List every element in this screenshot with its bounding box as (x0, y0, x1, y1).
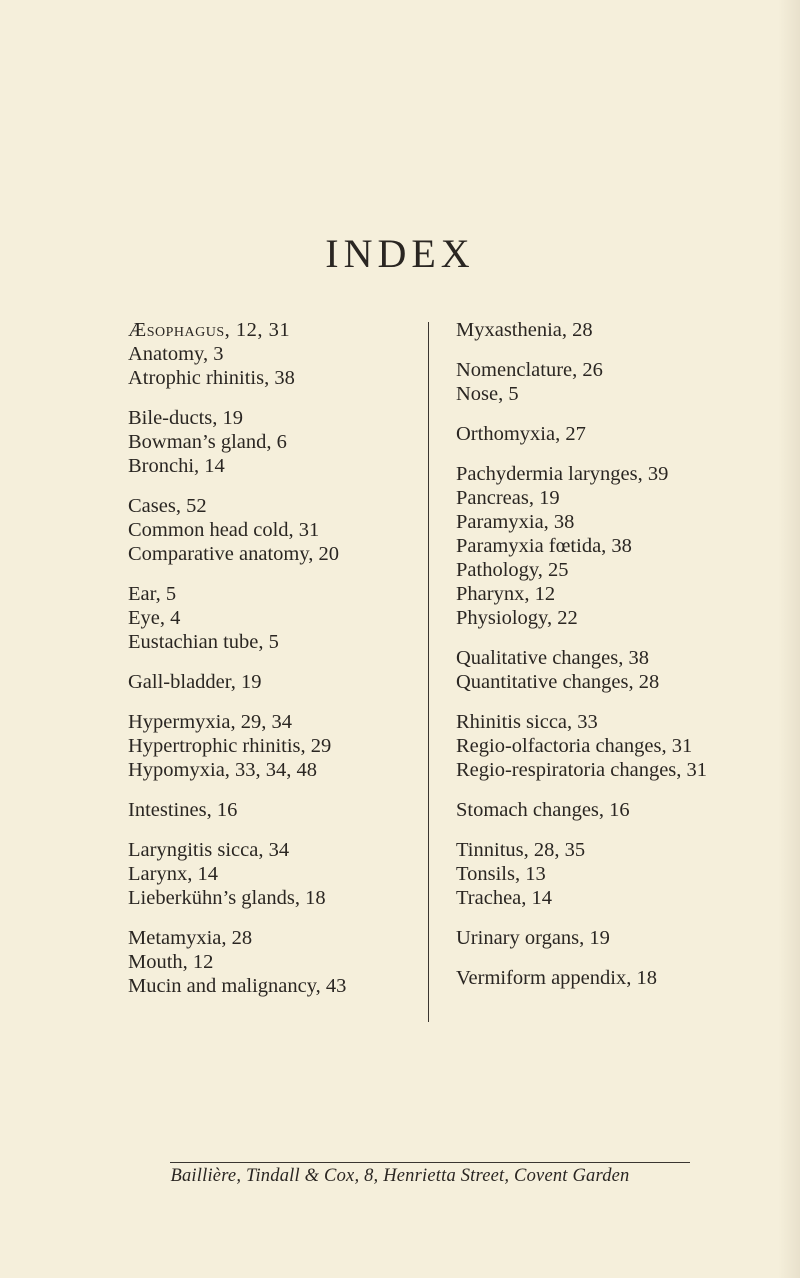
publisher-imprint: Baillière, Tindall & Cox, 8, Henrietta Street, Covent Garden (170, 1166, 630, 1186)
index-entry: Cases, 52 (128, 495, 207, 517)
index-entry: Stomach changes, 16 (456, 799, 630, 821)
index-entry: Nomenclature, 26 (456, 359, 603, 381)
index-entry: Atrophic rhinitis, 38 (128, 367, 295, 389)
index-entry: Eye, 4 (128, 607, 181, 629)
index-entry: Hypermyxia, 29, 34 (128, 711, 292, 733)
index-entry: Bronchi, 14 (128, 455, 225, 477)
index-entry: Lieberkühn’s glands, 18 (128, 887, 326, 909)
index-entry: Æsophagus, 12, 31 (128, 319, 291, 341)
index-entry: Quantitative changes, 28 (456, 671, 660, 693)
page-title: INDEX (325, 231, 475, 276)
index-letter-group (456, 462, 786, 630)
index-letter-group (456, 798, 786, 822)
index-entry: Common head cold, 31 (128, 519, 320, 541)
index-entry: Mouth, 12 (128, 951, 214, 973)
index-entry: Hypomyxia, 33, 34, 48 (128, 759, 318, 781)
index-entry: Metamyxia, 28 (128, 927, 253, 949)
index-letter-group (456, 710, 786, 782)
index-entry: Paramyxia fœtida, 38 (456, 535, 632, 557)
index-entry: Vermiform appendix, 18 (456, 967, 657, 989)
index-entry: Comparative anatomy, 20 (128, 543, 340, 565)
index-entry: Pharynx, 12 (456, 583, 556, 605)
index-letter-group (128, 318, 420, 390)
index-letter-group (128, 494, 420, 566)
index-letter-group (456, 838, 786, 910)
index-letter-group (456, 646, 786, 694)
index-letter-group (128, 670, 420, 694)
index-entry: Intestines, 16 (128, 799, 238, 821)
index-entry: Orthomyxia, 27 (456, 423, 586, 445)
index-entry: Ear, 5 (128, 583, 177, 605)
index-entry: Laryngitis sicca, 34 (128, 839, 290, 861)
index-entry: Pachydermia larynges, 39 (456, 463, 669, 485)
index-entry: Paramyxia, 38 (456, 511, 575, 533)
index-entry: Tinnitus, 28, 35 (456, 839, 586, 861)
index-letter-group (128, 926, 420, 998)
index-entry: Physiology, 22 (456, 607, 578, 629)
index-entry: Regio-respiratoria changes, 31 (456, 759, 708, 781)
index-entry: Trachea, 14 (456, 887, 553, 909)
index-entry: Gall-bladder, 19 (128, 671, 262, 693)
index-entry: Tonsils, 13 (456, 863, 546, 885)
index-letter-group (456, 422, 786, 446)
index-entry: Myxasthenia, 28 (456, 319, 593, 341)
index-entry: Bile-ducts, 19 (128, 407, 244, 429)
index-entry: Larynx, 14 (128, 863, 218, 885)
index-entry: Eustachian tube, 5 (128, 631, 279, 653)
index-letter-group (456, 926, 786, 950)
index-letter-group (128, 798, 420, 822)
index-letter-group (128, 582, 420, 654)
index-letter-group (128, 406, 420, 478)
index-entry: Bowman’s gland, 6 (128, 431, 287, 453)
column-divider (428, 322, 429, 1022)
imprint-rule (170, 1162, 690, 1163)
index-column-left (128, 318, 420, 998)
index-entry: Rhinitis sicca, 33 (456, 711, 598, 733)
index-column-right (456, 318, 786, 990)
index-letter-group (128, 710, 420, 782)
index-letter-group (128, 838, 420, 910)
index-entry: Mucin and malignancy, 43 (128, 975, 347, 997)
index-letter-group (456, 966, 786, 990)
index-letter-group (456, 358, 786, 406)
index-entry: Qualitative changes, 38 (456, 647, 649, 669)
index-letter-group (456, 318, 786, 342)
index-entry: Pathology, 25 (456, 559, 569, 581)
index-entry: Regio-olfactoria changes, 31 (456, 735, 693, 757)
index-entry: Anatomy, 3 (128, 343, 224, 365)
index-entry: Urinary organs, 19 (456, 927, 610, 949)
index-entry: Pancreas, 19 (456, 487, 560, 509)
index-entry: Hypertrophic rhinitis, 29 (128, 735, 332, 757)
index-entry: Nose, 5 (456, 383, 519, 405)
